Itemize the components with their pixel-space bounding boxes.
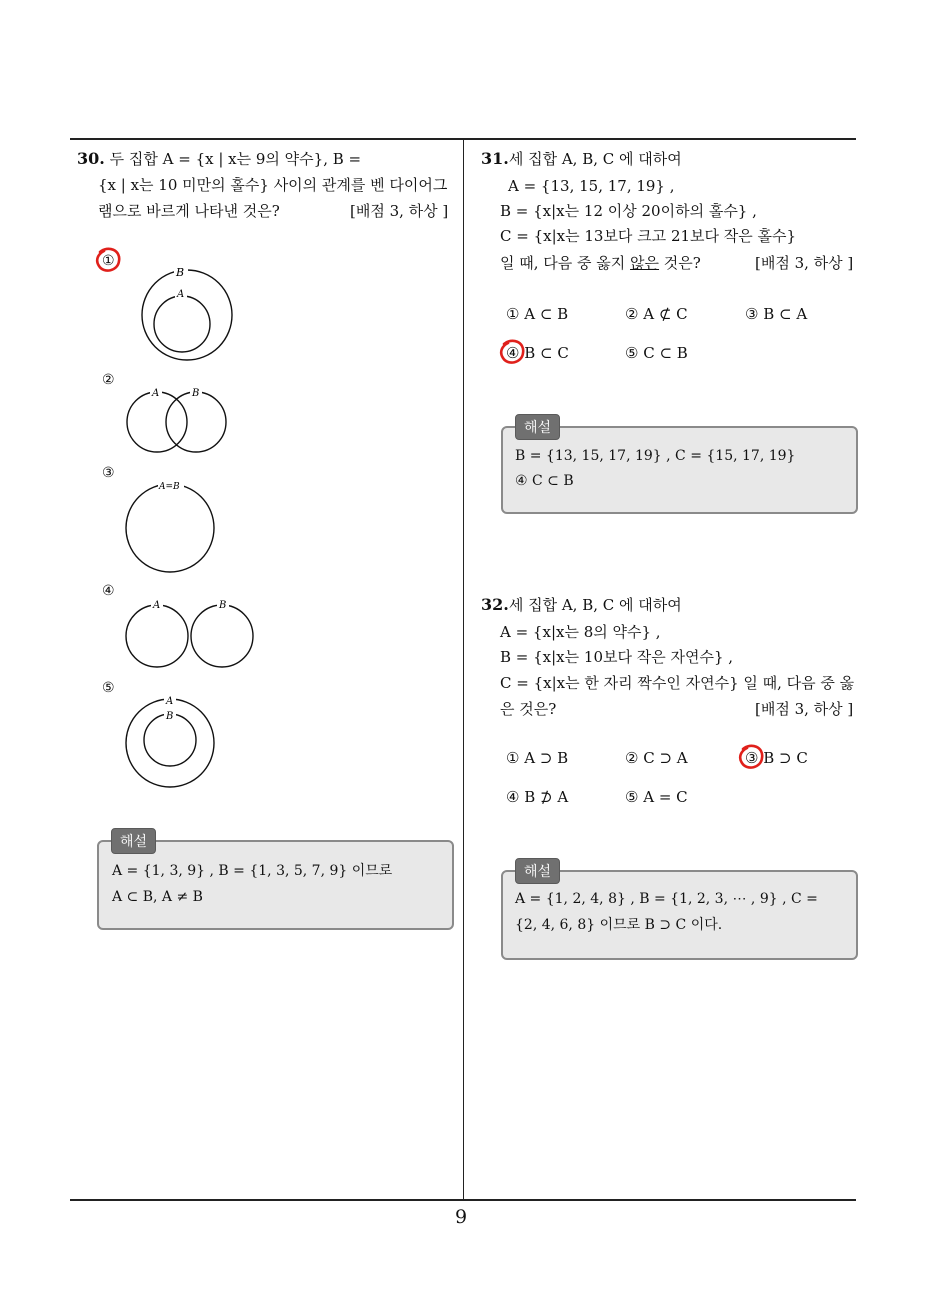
q30-option-5-number[interactable]: ⑤ [102,680,115,696]
venn3-label: A=B [159,482,180,492]
venn3-circle [126,484,214,572]
venn-diagram-4 [120,596,260,672]
q30-line1-text: 두 집합 A = {x | x는 9의 약수}, B = [109,150,362,168]
q32-line1 [481,592,682,618]
q30-line1 [77,146,361,172]
q31-option-3[interactable]: ③ B ⊂ A [745,305,808,323]
q31-option-1[interactable]: ① A ⊂ B [506,305,569,323]
answer-mark-icon [498,339,528,367]
q32-option-3[interactable]: ③ B ⊃ C [745,749,808,767]
q32-solution-line2: {2, 4, 6, 8} 이므로 B ⊃ C 이다. [515,917,723,933]
q31-points: [배점 3, 하상 ] [755,254,854,272]
answer-mark-icon [94,247,124,275]
q31-option-5[interactable]: ⑤ C ⊂ B [625,344,688,362]
venn2-left-circle [127,392,187,452]
venn-diagram-3 [120,476,222,576]
venn5-inner-label: B [166,711,174,722]
venn-diagram-5 [120,692,225,790]
q32-solution-label: 해설 [515,858,560,884]
venn4-right-label: B [219,600,227,611]
q30-solution-line1: A = {1, 3, 9} , B = {1, 3, 5, 7, 9} 이므로 [112,863,393,879]
q31-line5-a: 일 때, 다음 중 옳지 [500,254,631,272]
q31-line1-text: 세 집합 A, B, C 에 대하여 [508,150,682,168]
q31-solution-line1: B = {13, 15, 17, 19} , C = {15, 17, 19} [515,448,796,464]
q31-line5 [500,250,701,276]
q32-solution-line1: A = {1, 2, 4, 8} , B = {1, 2, 3, ⋯ , 9} , C = [515,891,818,907]
venn1-inner-label: A [177,289,185,300]
q31-line5-b: 것은? [659,254,701,272]
q32-option-4[interactable]: ④ B ⊅ A [506,788,569,806]
answer-mark-icon [737,744,767,772]
q31-number: 31. [481,149,509,168]
q32-option-2[interactable]: ② C ⊃ A [625,749,688,767]
q30-option-4-number[interactable]: ④ [102,583,115,599]
venn1-inner-circle [154,296,210,352]
q32-line2: A = {x|x는 8의 약수} , [500,623,661,641]
venn2-left-label: A [152,388,160,399]
q31-line5-underlined: 않은 [630,254,660,272]
q30-option-1-number[interactable]: ① [102,253,115,269]
q31-line2: A = {13, 15, 17, 19} , [508,177,675,195]
venn4-right-circle [191,605,253,667]
q30-points: [배점 3, 하상 ] [350,202,449,220]
venn5-outer-label: A [166,696,174,707]
q32-number: 32. [481,595,509,614]
q30-solution-label: 해설 [111,828,156,854]
q32-points: [배점 3, 하상 ] [755,700,854,718]
venn4-left-label: A [153,600,161,611]
q31-option-2[interactable]: ② A ⊄ C [625,305,688,323]
q30-option-2-number[interactable]: ② [102,372,115,388]
column-divider [463,139,464,1200]
venn-diagram-2 [120,382,235,454]
q31-solution-label: 해설 [515,414,560,440]
venn4-left-circle [126,605,188,667]
q30-solution-line2: A ⊂ B, A ≠ B [112,889,203,905]
q31-line4: C = {x|x는 13보다 크고 21보다 작은 홀수} [500,227,797,245]
q32-option-5[interactable]: ⑤ A = C [625,788,688,806]
venn-diagram-1 [125,262,255,364]
bottom-rule [70,1199,856,1201]
q32-line5: 은 것은? [500,700,557,718]
q32-line3: B = {x|x는 10보다 작은 자연수} , [500,648,734,666]
q32-line1-text: 세 집합 A, B, C 에 대하여 [508,596,682,614]
q32-option-1[interactable]: ① A ⊃ B [506,749,569,767]
q30-number: 30. [77,149,105,168]
q31-line1 [481,146,682,172]
venn1-outer-label: B [176,266,185,279]
q32-line4: C = {x|x는 한 자리 짝수인 자연수} 일 때, 다음 중 옳 [500,674,855,692]
venn2-right-label: B [192,388,200,399]
page-number: 9 [455,1206,468,1228]
q31-option-4[interactable]: ④ B ⊂ C [506,344,569,362]
venn2-right-circle [166,392,226,452]
q31-line3: B = {x|x는 12 이상 20이하의 홀수} , [500,202,757,220]
q30-line3: 램으로 바르게 나타낸 것은? [98,202,280,220]
q30-line2: {x | x는 10 미만의 홀수} 사이의 관계를 벤 다이어그 [98,176,448,194]
q31-solution-line2: ④ C ⊂ B [515,473,574,489]
q30-option-3-number[interactable]: ③ [102,465,115,481]
